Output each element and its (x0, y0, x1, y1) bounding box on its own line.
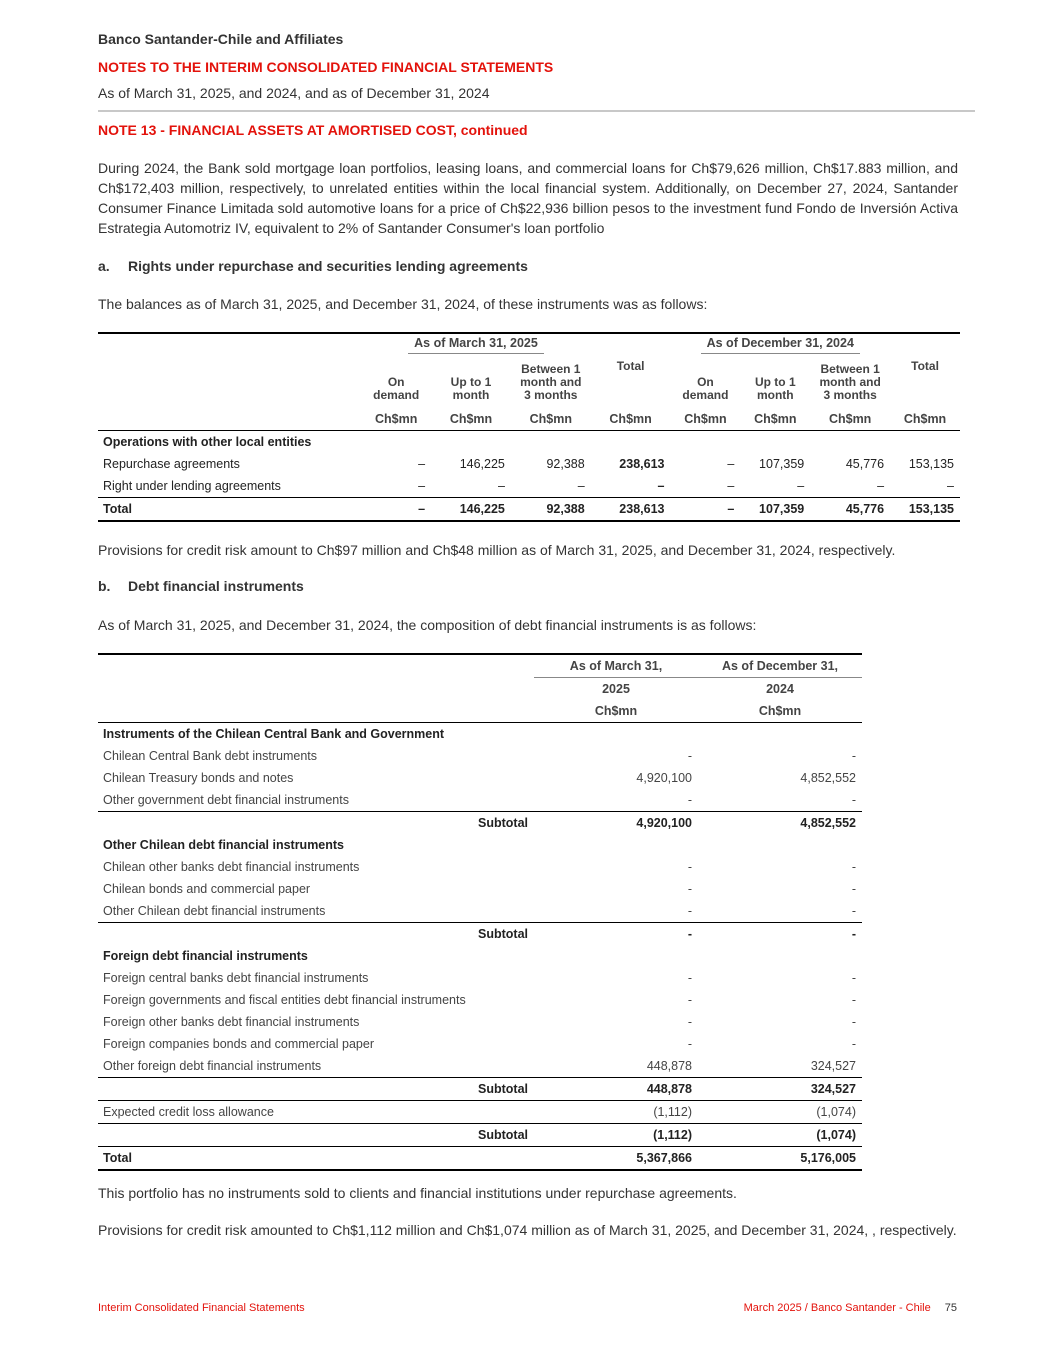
table-row (98, 453, 960, 475)
cell: 153,135 (890, 498, 960, 522)
total-row (98, 1147, 862, 1171)
row-label: Chilean Treasury bonds and notes (103, 771, 294, 785)
cell: 153,135 (908, 457, 954, 471)
cell: - (851, 1015, 856, 1029)
cell: (1,112) (534, 1124, 698, 1147)
group-title: Foreign debt financial instruments (103, 949, 308, 963)
row-label: Chilean other banks debt financial instruments (103, 860, 360, 874)
unit-label: Ch$mn (890, 408, 960, 431)
table-row (98, 1033, 862, 1055)
unit-label: Ch$mn (591, 408, 671, 431)
col-year-2025: 2025 (602, 682, 630, 696)
cell: (1,112) (534, 1101, 698, 1124)
unit-label: Ch$mn (534, 700, 698, 723)
cell: - (851, 793, 856, 807)
group-header-march-2025: As of March 31, 2025 (408, 336, 544, 354)
row-label: Right under lending agreements (103, 479, 281, 493)
table-row (98, 475, 960, 498)
col-up-to-1-month: Up to 1 month (450, 375, 492, 402)
subtotal-label: Subtotal (98, 923, 534, 946)
cell: – (418, 479, 426, 493)
total-label: Total (98, 498, 361, 522)
cell: 238,613 (591, 498, 671, 522)
cell: 4,852,552 (698, 812, 862, 835)
cell: - (851, 749, 856, 763)
cell: 324,527 (810, 1059, 856, 1073)
row-label: Chilean bonds and commercial paper (103, 882, 311, 896)
cell: 4,852,552 (800, 771, 856, 785)
cell: (1,074) (698, 1124, 862, 1147)
cell: - (687, 882, 692, 896)
table-row (98, 900, 862, 923)
table-row (98, 878, 862, 900)
row-label: Foreign central banks debt financial instruments (103, 971, 369, 985)
group-header-row (98, 834, 862, 856)
cell: – (877, 479, 885, 493)
table-row (98, 745, 862, 767)
subtotal-label: Subtotal (98, 812, 534, 835)
debt-instruments-table (98, 653, 862, 1171)
notes-title: NOTES TO THE INTERIM CONSOLIDATED FINANCIAL STATEMENTS (98, 59, 554, 75)
cell: - (698, 923, 862, 946)
col-between-1-3-months: Between 1 month and 3 months (819, 362, 881, 402)
cell: (1,074) (698, 1101, 862, 1124)
row-label: Other government debt financial instruments (103, 793, 349, 807)
row-label: Expected credit loss allowance (98, 1101, 534, 1124)
col-on-demand: On demand (682, 375, 729, 402)
subtotal-label: Subtotal (98, 1124, 534, 1147)
cell: – (657, 479, 665, 493)
cell: - (687, 1037, 692, 1051)
table-row (98, 767, 862, 789)
section-b-title: Debt financial instruments (128, 578, 304, 594)
footer-left: Interim Consolidated Financial Statements (98, 1302, 305, 1314)
table-row (98, 1011, 862, 1033)
cell: - (687, 749, 692, 763)
section-b-heading (98, 578, 304, 594)
cell: 4,920,100 (534, 812, 698, 835)
cell: – (797, 479, 805, 493)
col-header-december: As of December 31, (698, 654, 862, 678)
cell: – (497, 479, 505, 493)
cell: 92,388 (511, 498, 591, 522)
cell: 5,176,005 (698, 1147, 862, 1171)
section-b-note-2: Provisions for credit risk amounted to Ch$1,112 million and Ch$1,074 million as of March 31, 2025, and December 31, 2024, , respectively. (98, 1222, 957, 1238)
group-title: Instruments of the Chilean Central Bank and Government (103, 727, 445, 741)
cell: – (577, 479, 585, 493)
cell: 146,225 (459, 457, 505, 471)
cell: 238,613 (619, 457, 665, 471)
group-header-row (98, 723, 862, 746)
unit-label: Ch$mn (511, 408, 591, 431)
cell: - (687, 860, 692, 874)
row-label: Foreign other banks debt financial instruments (103, 1015, 360, 1029)
row-label: Chilean Central Bank debt instruments (103, 749, 318, 763)
section-b-letter: b. (98, 578, 111, 594)
unit-label: Ch$mn (740, 408, 810, 431)
row-label: Foreign governments and fiscal entities debt financial instruments (103, 993, 466, 1007)
cell: 45,776 (845, 457, 885, 471)
row-label: Other Chilean debt financial instruments (103, 904, 326, 918)
col-between-1-3-months: Between 1 month and 3 months (520, 362, 582, 402)
cell: - (851, 882, 856, 896)
cell: - (851, 860, 856, 874)
total-row (98, 498, 960, 522)
cell: 448,878 (646, 1059, 692, 1073)
cell: – (727, 457, 735, 471)
subtotal-row (98, 1124, 862, 1147)
cell: – (361, 498, 431, 522)
cell: 5,367,866 (534, 1147, 698, 1171)
note-title: NOTE 13 - FINANCIAL ASSETS AT AMORTISED COST, continued (98, 122, 528, 138)
cell: 45,776 (810, 498, 890, 522)
cell: 146,225 (431, 498, 511, 522)
unit-label: Ch$mn (698, 700, 862, 723)
section-b-note-1: This portfolio has no instruments sold to clients and financial institutions under repurchase agreements. (98, 1185, 737, 1201)
table-row (98, 856, 862, 878)
group-header-dec-2024: As of December 31, 2024 (701, 336, 860, 354)
col-up-to-1-month: Up to 1 month (754, 375, 796, 402)
row-label: Other foreign debt financial instruments (103, 1059, 322, 1073)
cell: 448,878 (534, 1078, 698, 1101)
subtotal-label: Subtotal (98, 1078, 534, 1101)
cell: – (947, 479, 954, 493)
cell: - (851, 1037, 856, 1051)
cell: - (687, 904, 692, 918)
col-total: Total (616, 359, 645, 373)
section-a-letter: a. (98, 258, 110, 274)
cell: - (851, 904, 856, 918)
unit-label: Ch$mn (670, 408, 740, 431)
section-a-intro: The balances as of March 31, 2025, and December 31, 2024, of these instruments was as follows: (98, 296, 708, 312)
cell: - (687, 1015, 692, 1029)
unit-label: Ch$mn (810, 408, 890, 431)
repurchase-table (98, 332, 960, 522)
cell: – (727, 479, 735, 493)
unit-label: Ch$mn (361, 408, 431, 431)
cell: – (418, 457, 426, 471)
subtotal-row (98, 1078, 862, 1101)
cell: - (534, 923, 698, 946)
cell: - (687, 793, 692, 807)
section-a-provisions: Provisions for credit risk amount to Ch$97 million and Ch$48 million as of March 31, 2025, and December 31, 2024, respectively. (98, 542, 896, 558)
cell: - (687, 971, 692, 985)
page-number: 75 (944, 1302, 957, 1314)
footer-title: March 2025 / Banco Santander - Chile (743, 1302, 931, 1314)
section-a-title: Rights under repurchase and securities lending agreements (128, 258, 528, 274)
section-b-intro: As of March 31, 2025, and December 31, 2024, the composition of debt financial instruments is as follows: (98, 617, 757, 633)
cell: - (851, 993, 856, 1007)
col-on-demand: On demand (373, 375, 420, 402)
footer-right (744, 1302, 957, 1314)
table-row (98, 989, 862, 1011)
group-header-row (98, 945, 862, 967)
subtotal-row (98, 812, 862, 835)
row-label: Repurchase agreements (103, 457, 240, 471)
group-title: Other Chilean debt financial instruments (103, 838, 345, 852)
table-row (98, 1055, 862, 1078)
section-a-heading (98, 258, 528, 274)
cell: – (670, 498, 740, 522)
cell: 107,359 (740, 498, 810, 522)
cell: 4,920,100 (636, 771, 692, 785)
row-label: Foreign companies bonds and commercial paper (103, 1037, 374, 1051)
col-year-2024: 2024 (766, 682, 794, 696)
cell: - (851, 971, 856, 985)
table-row (98, 789, 862, 812)
cell: 324,527 (698, 1078, 862, 1101)
col-header-march: As of March 31, (534, 654, 698, 678)
total-label: Total (98, 1147, 534, 1171)
intro-paragraph: During 2024, the Bank sold mortgage loan portfolios, leasing loans, and commercial loans for Ch$79,626 million, Ch$17.883 million, and Ch$172,403 million, respectively, to unrelated entities within the local financial system. Additionally, on December 27, 2024, Santander Consumer Finance Limitada sold automotive loans for a price of Ch$22,936 billion pesos to the investment fund Fondo de Inversión Activa Estrategia Automotriz IV, equivalent to 2% of Santander Consumer's loan portfolio (98, 160, 958, 236)
cell: - (687, 993, 692, 1007)
subtotal-row (98, 923, 862, 946)
table-row (98, 967, 862, 989)
report-date: As of March 31, 2025, and 2024, and as of December 31, 2024 (98, 85, 490, 101)
company-name: Banco Santander-Chile and Affiliates (98, 31, 344, 47)
cell: 107,359 (759, 457, 805, 471)
header-divider (98, 110, 975, 112)
ecl-row (98, 1101, 862, 1124)
cell: 92,388 (546, 457, 585, 471)
unit-label: Ch$mn (431, 408, 511, 431)
group-label: Operations with other local entities (103, 435, 312, 449)
col-total: Total (911, 359, 939, 373)
